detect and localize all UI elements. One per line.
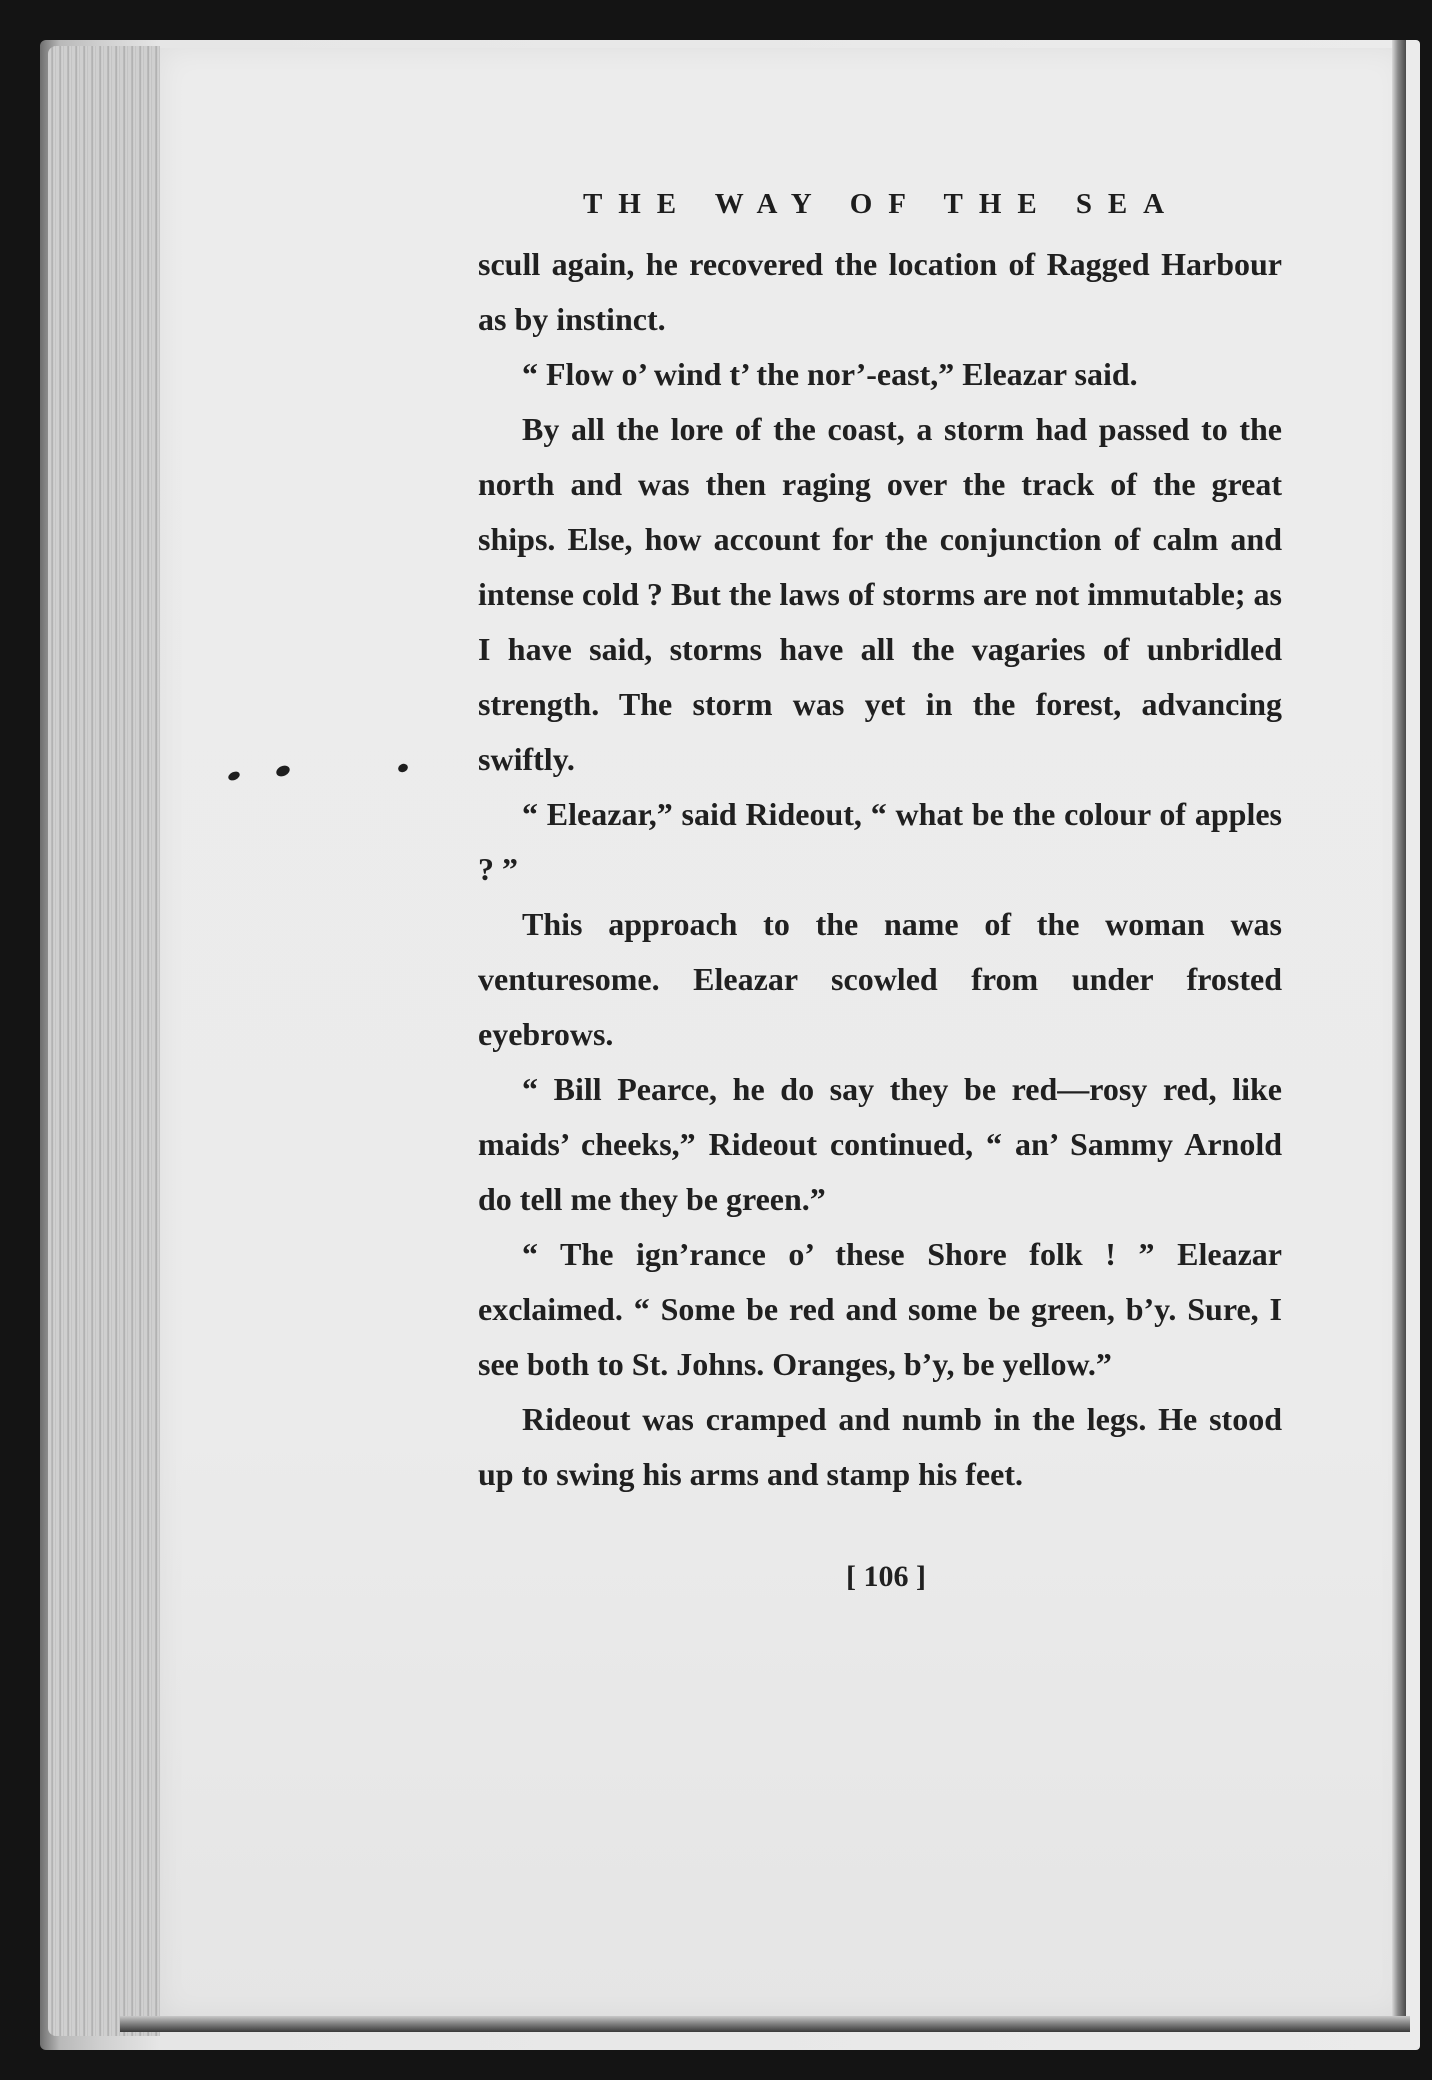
book-bottom-edge <box>120 2016 1410 2032</box>
paragraph: “ Flow o’ wind t’ the nor’-east,” Eleazar said. <box>522 356 1138 392</box>
paragraph: scull again, he recovered the location of Ragged Harbour as by instinct. <box>478 246 1282 337</box>
body-text <box>478 237 1282 1502</box>
paragraph: “ Eleazar,” said Rideout, “ what be the colour of apples ? ” <box>478 796 1282 887</box>
paragraph: Rideout was cramped and numb in the legs. He stood up to swing his arms and stamp his feet. <box>478 1401 1282 1492</box>
page-number: [ 106 ] <box>846 1560 926 1593</box>
page-edges <box>48 46 160 2036</box>
paragraph: “ The ign’rance o’ these Shore folk ! ” Eleazar exclaimed. “ Some be red and some be green, b’y. Sure, I see both to St. Johns. Oranges, b’y, be yellow.” <box>478 1236 1282 1382</box>
book-right-edge <box>1392 40 1406 2030</box>
paragraph: “ Bill Pearce, he do say they be red—rosy red, like maids’ cheeks,” Rideout continued, “ an’ Sammy Arnold do tell me they be green.” <box>478 1071 1282 1217</box>
paragraph: This approach to the name of the woman was venturesome. Eleazar scowled from under frosted eyebrows. <box>478 906 1282 1052</box>
paragraph: By all the lore of the coast, a storm had passed to the north and was then raging over the track of the great ships. Else, how account for the conjunction of calm and intense cold ? But the laws of storms are not immutable; as I have said, storms have all the vagaries of unbridled strength. The storm was yet in the forest, advancing swiftly. <box>478 411 1282 777</box>
running-head: THE WAY OF THE SEA <box>583 188 1181 220</box>
